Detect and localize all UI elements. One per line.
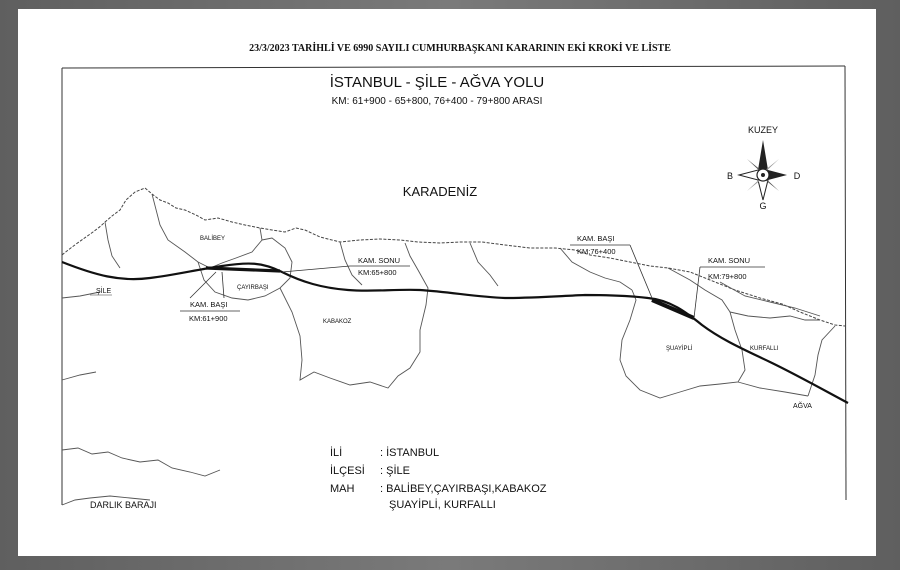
segment-km: KM:76+400 — [577, 247, 616, 256]
compass-west-label: B — [726, 171, 734, 181]
place-sile: ŞİLE — [96, 288, 112, 295]
segment-label: KAM. SONU — [708, 256, 751, 265]
place-agva: AĞVA — [793, 403, 812, 410]
place-kabakoz: KABAKOZ — [323, 319, 352, 325]
decree-header: 23/3/2023 TARİHLİ VE 6990 SAYILI CUMHURBAŞKANI KARARININ EKİ KROKİ VE LİSTE — [249, 43, 671, 54]
neighborhood-label: MAH — [330, 483, 355, 495]
sea-label: KARADENİZ — [402, 184, 478, 199]
compass-east-label: D — [793, 171, 801, 181]
compass-north-label: KUZEY — [747, 125, 779, 135]
segment-label: KAM. BAŞI — [190, 300, 228, 309]
place-kurfalli: KURFALLI — [750, 346, 779, 352]
compass-south-label: G — [759, 201, 767, 211]
segment-label: KAM. BAŞI — [577, 234, 615, 243]
neighborhood-value-2: ŞUAYİPLİ, KURFALLI — [389, 499, 496, 511]
neighborhood-value-1: : BALİBEY,ÇAYIRBAŞI,KABAKOZ — [380, 483, 547, 495]
place-balibey: BALİBEY — [200, 236, 226, 242]
district-label: İLÇESİ — [330, 465, 365, 477]
map-title: İSTANBUL - ŞİLE - AĞVA YOLU — [329, 74, 545, 91]
province-value: : İSTANBUL — [380, 447, 440, 459]
place-darlik-baraji: DARLIK BARAJI — [90, 500, 157, 510]
district-value: : ŞİLE — [380, 465, 410, 477]
place-suayipli: ŞUAYİPLİ — [666, 346, 693, 352]
place-cayirbasi: ÇAYIRBAŞI — [237, 285, 269, 291]
segment-km: KM:65+800 — [358, 268, 397, 277]
segment-km: KM:61+900 — [189, 314, 228, 323]
document-page — [18, 9, 876, 556]
province-label: İLİ — [330, 447, 343, 459]
map-subtitle: KM: 61+900 - 65+800, 76+400 - 79+800 ARASI — [331, 96, 543, 107]
segment-label: KAM. SONU — [358, 256, 401, 265]
segment-km: KM:79+800 — [708, 272, 747, 281]
